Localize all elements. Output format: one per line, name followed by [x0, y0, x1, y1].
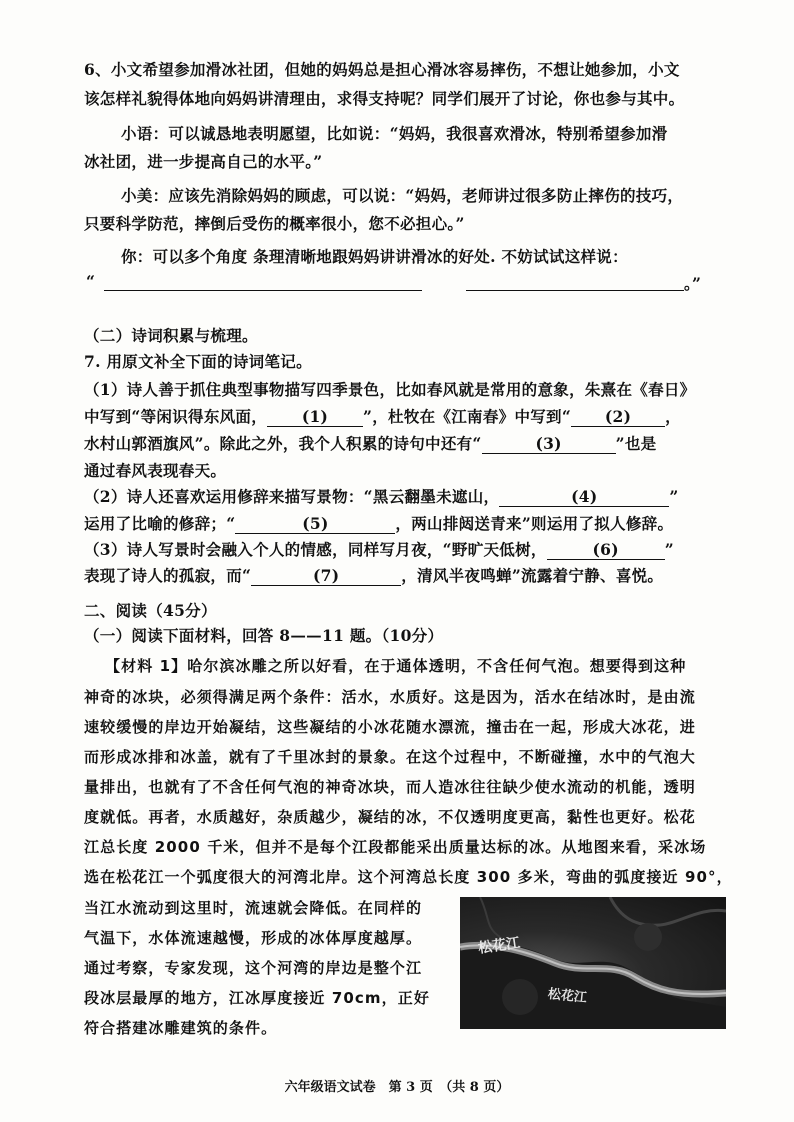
text: 水村山郭酒旗风”。除此之外，我个人积累的诗句中还有“ — [84, 434, 482, 453]
reading-sub-heading: （一）阅读下面材料，回答 8——11 题。（10分） — [84, 626, 444, 645]
answer-open-quote: “ — [86, 272, 96, 291]
section-reading-heading: 二、阅读（45分） — [84, 601, 217, 620]
text: ， — [665, 407, 681, 426]
q6-line-1: 6、小文希望参加滑冰社团，但她的妈妈总是担心滑冰容易摔伤，不想让她参加，小文 — [84, 60, 680, 79]
blank-7[interactable]: (7) — [251, 567, 401, 586]
q7-part3-line-2 — [84, 566, 794, 586]
q7-part1-line-4: 通过春风表现春天。 — [84, 461, 227, 480]
xiaoyu-line-2: 冰社团，进一步提高自己的水平。” — [84, 152, 323, 171]
material1-line-3: 速较缓慢的岸边开始凝结，这些凝结的小冰花随水漂流，撞击在一起，形成大冰花，进 — [84, 718, 696, 736]
map-label-top: 松花江 — [477, 935, 522, 957]
blank-4[interactable]: (4) — [499, 488, 669, 507]
page-footer: 六年级语文试卷 第 3 页 （共 8 页） — [284, 1080, 510, 1095]
text: 运用了比喻的修辞；“ — [84, 514, 236, 533]
q7-title: 7. 用原文补全下面的诗词笔记。 — [84, 352, 312, 371]
text: （2）诗人还喜欢运用修辞来描写景物：“黑云翻墨未遮山， — [84, 487, 500, 506]
text: ”也是 — [615, 434, 657, 453]
material1-line-8: 选在松花江一个弧度很大的河湾北岸。这个河湾总长度 300 多米，弯曲的弧度接近 90°， — [84, 868, 733, 886]
xiaoyu-line-1: 小语：可以诚恳地表明愿望，比如说：“妈妈，我很喜欢滑冰，特别希望参加滑 — [121, 124, 668, 143]
q7-part2-line-2 — [84, 514, 794, 534]
answer-close-quote: 。” — [684, 274, 702, 293]
blank-6[interactable]: (6) — [547, 541, 665, 560]
text: 中写到“等闲识得东风面， — [84, 407, 268, 426]
blank-5[interactable]: (5) — [235, 515, 395, 534]
blank-3[interactable]: (3) — [482, 435, 616, 454]
text: ” — [669, 487, 679, 506]
answer-blank-right[interactable] — [466, 290, 684, 291]
material1-line-2: 神奇的冰块，必须得满足两个条件：活水，水质好。这是因为，活水在结冰时，是由流 — [84, 688, 696, 706]
text: 表现了诗人的孤寂，而“ — [84, 566, 252, 585]
q7-part1-line-2 — [84, 407, 794, 427]
xiaomei-line-1: 小美：应该先消除妈妈的顾虑，可以说：“妈妈，老师讲过很多防止摔伤的技巧， — [121, 186, 684, 205]
map-label-bottom: 松花江 — [547, 986, 588, 1006]
material1-line-1: 【材料 1】哈尔滨冰雕之所以好看，在于通体透明，不含任何气泡。想要得到这种 — [105, 657, 687, 675]
material1-line-5: 量排出，也就有了不含任何气泡的神奇冰块，而人造冰往往缺少使水流动的机能，透明 — [84, 778, 696, 796]
material1-line-7: 江总长度 2000 千米，但并不是每个江段都能采出质量达标的冰。从地图来看，采冰场 — [84, 838, 707, 856]
material1-line-12: 段冰层最厚的地方，江冰厚度接近 70cm，正好 — [84, 989, 430, 1007]
material1-line-6: 度就低。再者，水质越好，杂质越少，凝结的冰，不仅透明度更高，黏性也更好。松花 — [84, 808, 696, 826]
ni-line: 你：可以多个角度 条理清晰地跟妈妈讲讲滑冰的好处. 不妨试试这样说： — [121, 247, 628, 266]
songhua-river-map-image — [460, 897, 726, 1029]
text: ，两山排闼送青来”则运用了拟人修辞。 — [395, 514, 674, 533]
q7-part2-line-1 — [84, 487, 794, 507]
text: （3）诗人写景时会融入个人的情感，同样写月夜，“野旷天低树， — [84, 540, 547, 559]
material1-line-11: 通过考察，专家发现，这个河湾的岸边是整个江 — [84, 959, 423, 977]
q7-part3-line-1 — [84, 540, 794, 560]
blank-1[interactable]: (1) — [267, 408, 363, 427]
material1-line-13: 符合搭建冰雕建筑的条件。 — [84, 1019, 278, 1037]
answer-blank-left[interactable] — [104, 290, 422, 291]
material1-line-4: 而形成冰排和冰盖，就有了千里冰封的景象。在这个过程中，不断碰撞，水中的气泡大 — [84, 748, 696, 766]
text: ” — [664, 540, 674, 559]
blank-2[interactable]: (2) — [571, 408, 665, 427]
section-poetry-heading: （二）诗词积累与梳理。 — [84, 326, 258, 345]
text: ”，杜牧在《江南春》中写到“ — [363, 407, 572, 426]
q6-line-2: 该怎样礼貌得体地向妈妈讲清理由，求得支持呢？同学们展开了讨论，你也参与其中。 — [84, 89, 685, 108]
material1-line-10: 气温下，水体流速越慢，形成的冰体厚度越厚。 — [84, 929, 423, 947]
text: ，清风半夜鸣蝉”流露着宁静、喜悦。 — [401, 566, 664, 585]
material1-line-9: 当江水流动到这里时，流速就会降低。在同样的 — [84, 899, 423, 917]
q7-part1-line-3 — [84, 434, 794, 454]
q7-part1-line-1: （1）诗人善于抓住典型事物描写四季景色，比如春风就是常用的意象，朱熹在《春日》 — [84, 380, 696, 399]
xiaomei-line-2: 只要科学防范，摔倒后受伤的概率很小，您不必担心。” — [84, 214, 465, 233]
